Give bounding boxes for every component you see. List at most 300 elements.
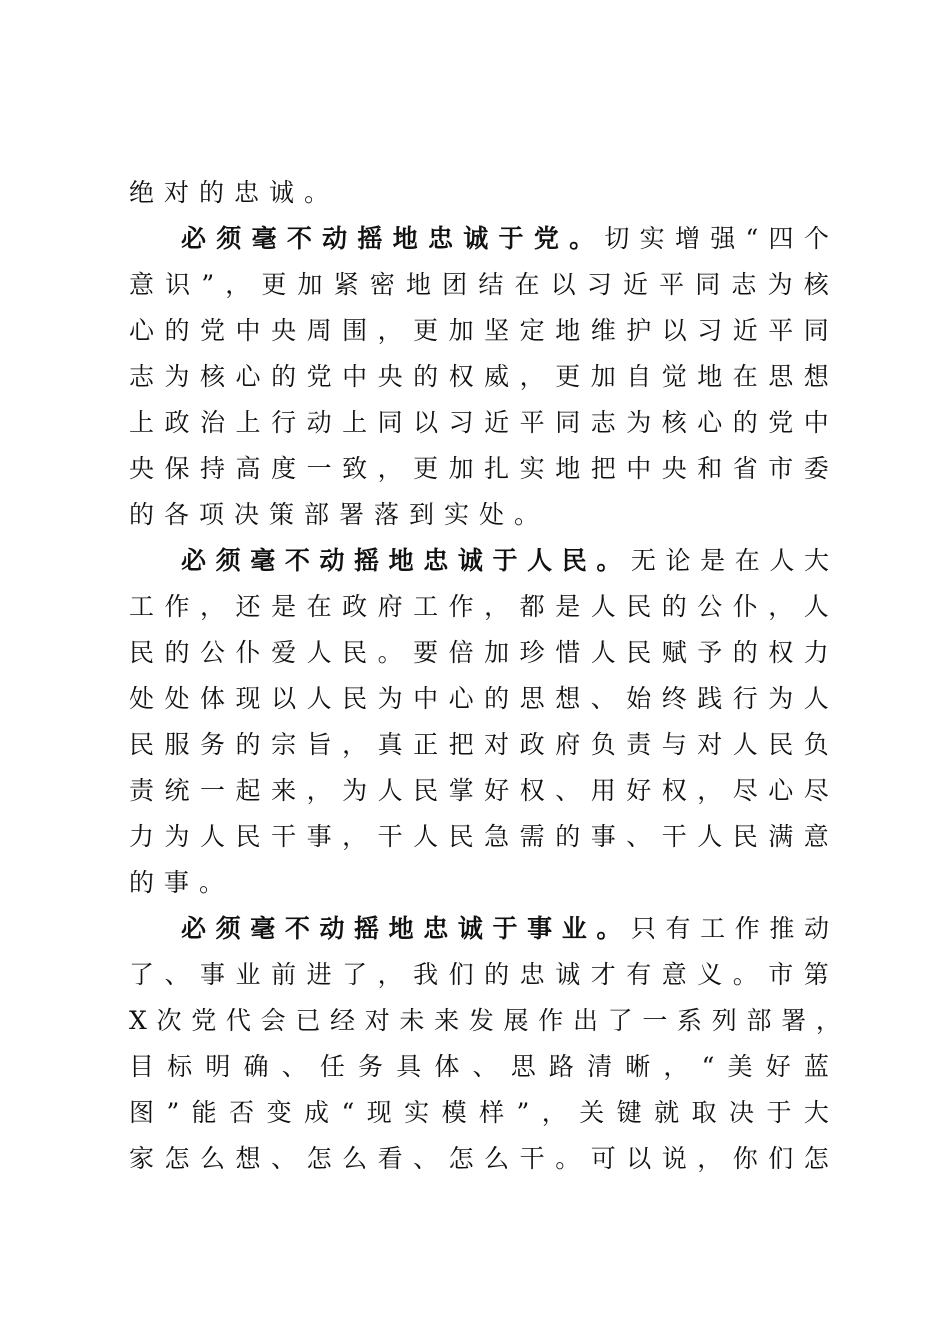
- text-char: 的: [235, 730, 261, 759]
- text-char: 为: [164, 362, 190, 391]
- text-char: ”: [201, 270, 215, 299]
- text-char: 能: [191, 1098, 217, 1127]
- text-char: 公: [200, 638, 226, 667]
- text-char: 中: [803, 408, 829, 437]
- text-char: 工: [413, 592, 439, 621]
- text-char: 权: [661, 776, 687, 805]
- text-char: 保: [164, 454, 190, 483]
- text-char: 第: [803, 960, 829, 989]
- text-char: “: [341, 1098, 355, 1127]
- text-char: 一: [642, 1006, 668, 1035]
- text-char: 力: [803, 638, 829, 667]
- text-char: 、: [271, 1144, 297, 1173]
- text-char: ”: [166, 1098, 180, 1127]
- text-char: 忠: [427, 224, 453, 253]
- text-char: 紧: [333, 270, 359, 299]
- text-line: [129, 270, 829, 300]
- text-char: 满: [768, 822, 794, 851]
- text-char: 需: [519, 822, 545, 851]
- text-char: 的: [484, 960, 510, 989]
- text-char: 晰: [625, 1052, 651, 1081]
- text-char: 和: [697, 454, 723, 483]
- paragraph-2-first-line: [181, 546, 829, 576]
- text-char: 中: [626, 454, 652, 483]
- text-char: 近: [732, 316, 758, 345]
- text-char: 关: [579, 1098, 605, 1127]
- text-char: 在: [306, 592, 332, 621]
- text-char: 委: [803, 454, 829, 483]
- paragraph-3-first-line: [181, 914, 829, 944]
- text-char: 治: [200, 408, 226, 437]
- text-char: 还: [235, 592, 261, 621]
- text-char: 好: [484, 776, 510, 805]
- text-char: 怎: [448, 1144, 474, 1173]
- text-char: 心: [235, 362, 261, 391]
- text-char: 志: [731, 270, 757, 299]
- text-char: 坚: [484, 316, 510, 345]
- text-char: 终: [661, 684, 687, 713]
- text-char: 府: [377, 592, 403, 621]
- text-char: 们: [768, 1144, 794, 1173]
- text-char: 的: [555, 822, 581, 851]
- text-char: 的: [164, 316, 190, 345]
- text-char: 发: [468, 1006, 494, 1035]
- text-char: 标: [167, 1052, 193, 1081]
- text-char: ，: [225, 270, 251, 299]
- text-char: 我: [413, 960, 439, 989]
- text-char: 蓝: [803, 1052, 829, 1081]
- text-char: 践: [697, 684, 723, 713]
- text-char: 习: [586, 270, 612, 299]
- text-char: 为: [164, 822, 190, 851]
- text-char: 尽: [803, 776, 829, 805]
- text-char: 作: [538, 1006, 564, 1035]
- text-char: 为: [377, 684, 403, 713]
- text-char: 用: [590, 776, 616, 805]
- text-char: 地: [406, 270, 432, 299]
- text-char: 署: [781, 1006, 807, 1035]
- text-char: 的: [271, 362, 297, 391]
- text-char: 党: [200, 316, 226, 345]
- text-char: ”: [516, 1098, 530, 1127]
- text-char: 在: [514, 270, 540, 299]
- text-char: 央: [377, 362, 403, 391]
- text-char: 民: [448, 822, 474, 851]
- text-char: 央: [661, 454, 687, 483]
- text-char: 已: [295, 1006, 321, 1035]
- text-char: 平: [768, 316, 794, 345]
- text-char: 作: [164, 592, 190, 621]
- text-char: ，: [377, 454, 403, 483]
- text-char: 的: [661, 592, 687, 621]
- text-char: 动: [803, 914, 829, 943]
- text-char: 心: [697, 408, 723, 437]
- text-char: 对: [697, 730, 723, 759]
- text-char: 大: [803, 1098, 829, 1127]
- text-char: 人: [590, 592, 616, 621]
- text-char: 毫: [250, 546, 276, 575]
- text-char: 负: [803, 730, 829, 759]
- text-char: 人: [769, 546, 795, 575]
- text-char: 忠: [423, 546, 449, 575]
- text-line: [129, 730, 829, 760]
- text-char: 目: [129, 1052, 155, 1081]
- text-line: [129, 1144, 829, 1174]
- text-char: 忠: [423, 914, 449, 943]
- text-char: ，: [697, 1144, 723, 1173]
- text-char: 有: [665, 914, 691, 943]
- text-char: 政: [342, 592, 368, 621]
- text-char: 起: [235, 776, 261, 805]
- text-char: 干: [661, 822, 687, 851]
- text-char: 都: [519, 592, 545, 621]
- text-char: 、: [590, 684, 616, 713]
- text-char: 人: [590, 638, 616, 667]
- text-char: 实: [639, 224, 665, 253]
- text-char: 心: [129, 316, 155, 345]
- text-char: 上: [129, 408, 155, 437]
- text-line: [129, 1052, 829, 1082]
- text-char: ，: [377, 316, 403, 345]
- text-char: 须: [215, 546, 241, 575]
- text-char: 来: [434, 1006, 460, 1035]
- text-char: 尽: [732, 776, 758, 805]
- text-char: 是: [555, 592, 581, 621]
- text-char: 想: [235, 1144, 261, 1173]
- text-char: 心: [768, 776, 794, 805]
- text-char: 想: [803, 362, 829, 391]
- text-char: 人: [200, 822, 226, 851]
- text-char: 上: [235, 408, 261, 437]
- text-char: 思: [768, 362, 794, 391]
- text-char: 同: [377, 408, 403, 437]
- text-char: 的: [164, 638, 190, 667]
- text-char: 。: [555, 1144, 581, 1173]
- text-char: 责: [129, 776, 155, 805]
- text-char: 府: [555, 730, 581, 759]
- text-char: 是: [271, 592, 297, 621]
- text-char: 代: [225, 1006, 251, 1035]
- text-char: 未: [399, 1006, 425, 1035]
- text-line: [129, 1006, 841, 1036]
- text-char: 么: [484, 1144, 510, 1173]
- text-char: 护: [626, 316, 652, 345]
- text-char: 的: [484, 684, 510, 713]
- text-char: 地: [697, 362, 723, 391]
- text-char: 民: [413, 776, 439, 805]
- text-char: 思: [510, 1052, 536, 1081]
- text-line: [129, 960, 829, 990]
- text-char: 体: [434, 1052, 460, 1081]
- text-char: ，: [484, 592, 510, 621]
- text-char: 于: [492, 546, 518, 575]
- text-char: 民: [626, 638, 652, 667]
- text-char: 路: [548, 1052, 574, 1081]
- text-char: 家: [129, 1144, 155, 1173]
- text-char: 予: [697, 638, 723, 667]
- text-char: 以: [271, 684, 297, 713]
- text-char: 人: [803, 684, 829, 713]
- text-char: 就: [654, 1098, 680, 1127]
- text-char: 要: [413, 638, 439, 667]
- text-char: 不: [284, 546, 310, 575]
- text-char: 实: [519, 454, 545, 483]
- text-char: 经: [330, 1006, 356, 1035]
- text-char: ，: [200, 592, 226, 621]
- text-char: 赋: [661, 638, 687, 667]
- text-char: 政: [164, 408, 190, 437]
- text-char: 以: [413, 408, 439, 437]
- text-char: 处: [164, 684, 190, 713]
- text-char: 成: [304, 1098, 330, 1127]
- text-char: 爱: [271, 638, 297, 667]
- text-char: 人: [527, 546, 553, 575]
- text-char: 始: [626, 684, 652, 713]
- text-char: 清: [587, 1052, 613, 1081]
- text-char: 上: [342, 408, 368, 437]
- text-char: 诚: [463, 224, 489, 253]
- text-char: 民: [561, 546, 587, 575]
- text-char: 进: [306, 960, 332, 989]
- text-char: 致: [342, 454, 368, 483]
- text-char: ，: [768, 592, 794, 621]
- paragraph-1-first-line: [181, 224, 829, 254]
- text-char: 怎: [306, 1144, 332, 1173]
- text-char: 。: [569, 224, 595, 253]
- text-char: 持: [200, 454, 226, 483]
- text-char: 市: [768, 454, 794, 483]
- text-char: 才: [590, 960, 616, 989]
- text-char: 平: [519, 408, 545, 437]
- text-char: 出: [572, 1006, 598, 1035]
- text-char: 以: [550, 270, 576, 299]
- text-char: ，: [342, 730, 368, 759]
- text-char: 意: [129, 270, 155, 299]
- text-char: 旨: [306, 730, 332, 759]
- text-char: ，: [306, 776, 332, 805]
- text-char: 毫: [250, 914, 276, 943]
- text-char: 摇: [354, 546, 380, 575]
- text-char: 维: [590, 316, 616, 345]
- text-char: 强: [710, 224, 736, 253]
- text-char: 对: [364, 1006, 390, 1035]
- text-char: 中: [342, 362, 368, 391]
- text-char: 论: [665, 546, 691, 575]
- text-char: 央: [129, 454, 155, 483]
- text-char: 加: [297, 270, 323, 299]
- text-char: 民: [342, 638, 368, 667]
- text-line: [129, 684, 829, 714]
- text-char: ，: [541, 1098, 567, 1127]
- text-char: 任: [319, 1052, 345, 1081]
- text-char: 宗: [271, 730, 297, 759]
- text-char: 说: [661, 1144, 687, 1173]
- text-char: 加: [448, 454, 474, 483]
- text-char: 习: [697, 316, 723, 345]
- text-char: 干: [271, 822, 297, 851]
- text-char: 只: [630, 914, 656, 943]
- text-char: 作: [448, 592, 474, 621]
- text-char: 现: [366, 1098, 392, 1127]
- text-char: 真: [377, 730, 403, 759]
- text-char: 义: [697, 960, 723, 989]
- text-char: 中: [413, 684, 439, 713]
- text-char: 了: [342, 960, 368, 989]
- text-char: 们: [448, 960, 474, 989]
- text-char: 同: [803, 316, 829, 345]
- text-char: 党: [191, 1006, 217, 1035]
- text-char: 现: [235, 684, 261, 713]
- text-char: 处: [129, 684, 155, 713]
- text-char: 、: [413, 1144, 439, 1173]
- text-char: 结: [478, 270, 504, 299]
- text-char: ，: [663, 1052, 689, 1081]
- text-char: 更: [413, 316, 439, 345]
- text-char: 人: [306, 638, 332, 667]
- text-char: 摇: [354, 914, 380, 943]
- text-char: 推: [769, 914, 795, 943]
- text-char: 地: [392, 224, 418, 253]
- text-char: 取: [691, 1098, 717, 1127]
- text-char: 权: [768, 638, 794, 667]
- text-char: ，: [815, 1006, 841, 1035]
- text-char: 民: [768, 730, 794, 759]
- text-char: 民: [732, 822, 758, 851]
- text-char: 诚: [457, 914, 483, 943]
- text-char: 键: [616, 1098, 642, 1127]
- text-char: 对: [484, 730, 510, 759]
- text-char: 人: [377, 776, 403, 805]
- text-char: 仆: [235, 638, 261, 667]
- text-line: [129, 362, 829, 392]
- text-char: 中: [235, 316, 261, 345]
- text-char: 会: [260, 1006, 286, 1035]
- text-char: 志: [129, 362, 155, 391]
- text-char: 大: [803, 546, 829, 575]
- text-char: 、: [281, 1052, 307, 1081]
- text-line: [129, 638, 829, 668]
- text-char: 意: [803, 822, 829, 851]
- text-char: 动: [319, 546, 345, 575]
- text-char: 业: [235, 960, 261, 989]
- text-char: 不: [284, 914, 310, 943]
- text-char: 同: [695, 270, 721, 299]
- text-char: “: [701, 1052, 715, 1081]
- text-char: 觉: [661, 362, 687, 391]
- text-char: 、: [164, 960, 190, 989]
- text-char: 是: [700, 546, 726, 575]
- text-char: 必: [181, 224, 207, 253]
- text-char: 可: [590, 1144, 616, 1173]
- text-char: ，: [697, 776, 723, 805]
- text-char: 好: [626, 776, 652, 805]
- text-char: 民: [235, 822, 261, 851]
- text-char: 你: [732, 1144, 758, 1173]
- text-char: 工: [129, 592, 155, 621]
- text-char: 须: [216, 224, 242, 253]
- text-char: 度: [271, 454, 297, 483]
- text-char: 市: [768, 960, 794, 989]
- text-char: 来: [271, 776, 297, 805]
- text-char: 珍: [519, 638, 545, 667]
- text-char: 想: [555, 684, 581, 713]
- text-char: 近: [484, 408, 510, 437]
- text-line: 的事。: [129, 868, 235, 897]
- text-char: 于: [498, 224, 524, 253]
- text-char: 核: [200, 362, 226, 391]
- text-char: 部: [746, 1006, 772, 1035]
- text-char: 服: [164, 730, 190, 759]
- text-char: 加: [448, 316, 474, 345]
- text-char: 威: [484, 362, 510, 391]
- text-char: 图: [129, 1098, 155, 1127]
- text-char: 思: [519, 684, 545, 713]
- text-char: 行: [732, 684, 758, 713]
- text-char: 以: [661, 316, 687, 345]
- text-char: 不: [286, 224, 312, 253]
- text-char: 周: [306, 316, 332, 345]
- text-char: 民: [342, 684, 368, 713]
- text-char: 加: [590, 362, 616, 391]
- text-char: 把: [590, 454, 616, 483]
- text-char: 次: [156, 1006, 182, 1035]
- text-char: 诚: [555, 960, 581, 989]
- text-char: 在: [732, 362, 758, 391]
- text-char: 忠: [519, 960, 545, 989]
- text-char: 诚: [457, 546, 483, 575]
- text-char: 增: [674, 224, 700, 253]
- text-char: 事: [200, 960, 226, 989]
- text-char: 么: [342, 1144, 368, 1173]
- text-char: 的: [732, 408, 758, 437]
- text-char: 倍: [448, 638, 474, 667]
- text-char: 权: [448, 362, 474, 391]
- text-char: 有: [626, 960, 652, 989]
- text-char: 核: [803, 270, 829, 299]
- text-char: 一: [306, 454, 332, 483]
- text-char: 于: [492, 914, 518, 943]
- text-char: 习: [448, 408, 474, 437]
- text-char: 。: [596, 546, 622, 575]
- text-char: 实: [404, 1098, 430, 1127]
- text-char: 看: [377, 1144, 403, 1173]
- text-char: 同: [555, 408, 581, 437]
- text-char: 把: [448, 730, 474, 759]
- text-char: 民: [129, 638, 155, 667]
- text-char: 无: [630, 546, 656, 575]
- text-char: ，: [377, 960, 403, 989]
- text-char: 央: [271, 316, 297, 345]
- text-char: 、: [472, 1052, 498, 1081]
- text-char: 为: [767, 270, 793, 299]
- text-char: 体: [200, 684, 226, 713]
- text-char: 行: [271, 408, 297, 437]
- text-char: 核: [661, 408, 687, 437]
- text-char: 毫: [251, 224, 277, 253]
- text-char: 在: [734, 546, 760, 575]
- text-char: 摇: [357, 224, 383, 253]
- text-char: 事: [590, 822, 616, 851]
- text-char: 与: [661, 730, 687, 759]
- text-char: 人: [732, 730, 758, 759]
- text-char: 意: [661, 960, 687, 989]
- text-char: 党: [306, 362, 332, 391]
- text-char: 前: [271, 960, 297, 989]
- text-line: [129, 454, 829, 484]
- text-char: ，: [342, 822, 368, 851]
- text-char: 动: [322, 224, 348, 253]
- text-char: 志: [590, 408, 616, 437]
